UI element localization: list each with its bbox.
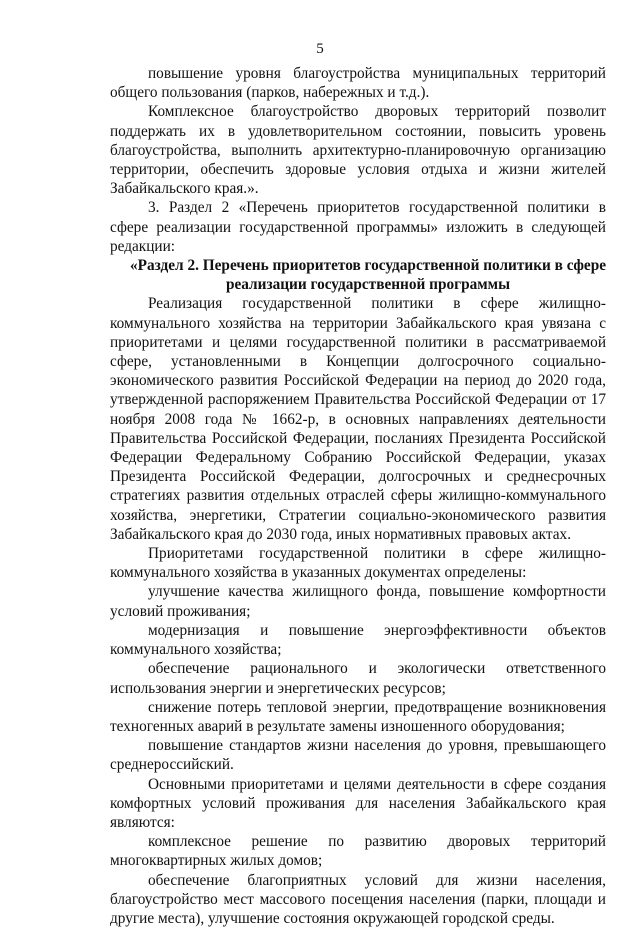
section-heading: «Раздел 2. Перечень приоритетов государственной политики в сфере реализации государственной программы [130,257,606,294]
list-item: повышение стандартов жизни населения до уровня, превышающего среднероссийский. [110,737,606,774]
page-number: 5 [316,41,324,57]
paragraph: Основными приоритетами и целями деятельности в сфере создания комфортных условий проживания для населения Забайкальского края являются: [110,775,606,831]
paragraph: повышение уровня благоустройства муниципальных территорий общего пользования (парков, набережных и т.д.). [110,65,606,102]
document-body [110,64,606,928]
list-item: комплексное решение по развитию дворовых территорий многоквартирных жилых домов; [110,833,606,870]
list-item: обеспечение рационального и экологически ответственного использования энергии и энергетических ресурсов; [110,660,606,697]
list-item: снижение потерь тепловой энергии, предотвращение возникновения техногенных аварий в результате замены изношенного оборудования; [110,698,606,735]
list-item: модернизация и повышение энергоэффективности объектов коммунального хозяйства; [110,621,606,659]
paragraph: 3. Раздел 2 «Перечень приоритетов государственной политики в сфере реализации государственной программы» изложить в следующей редакции: [110,199,606,255]
paragraph: Комплексное благоустройство дворовых территорий позволит поддержать их в удовлетворительном состоянии, повысить уровень благоустройства, выполнить архитектурно-планировочную организацию территории, обеспечить здоровые условия отдыха и жизни жителей Забайкальского края.». [110,103,606,198]
list-item: обеспечение благоприятных условий для жизни населения, благоустройство мест массового посещения населения (парки, площади и другие места), улучшение состояния окружающей городской среды. [110,871,606,927]
paragraph: Реализация государственной политики в сфере жилищно-коммунального хозяйства на территории Забайкальского края увязана с приоритетами и целями государственной политики в рассматриваемой сфере, установленными в Концепции долгосрочного социально-экономического развития Российской Федерации на период до 2020 года, утвержденной распоряжением Правительства Российской Федерации от 17 ноября 2008 года № 1662-р, в основных направлениях деятельности Правительства Российской Федерации, посланиях Президента Российской Федерации Федеральному Собранию Российской Федерации, указах Президента Российской Федерации, долгосрочных и среднесрочных стратегиях развития отдельных отраслей сферы жилищно-коммунального хозяйства, энергетики, Стратегии социально-экономического развития Забайкальского края до 2030 года, иных нормативных правовых актах. [110,295,606,543]
list-item: улучшение качества жилищного фонда, повышение комфортности условий проживания; [110,583,606,620]
paragraph: Приоритетами государственной политики в сфере жилищно-коммунального хозяйства в указанных документах определены: [110,545,606,582]
